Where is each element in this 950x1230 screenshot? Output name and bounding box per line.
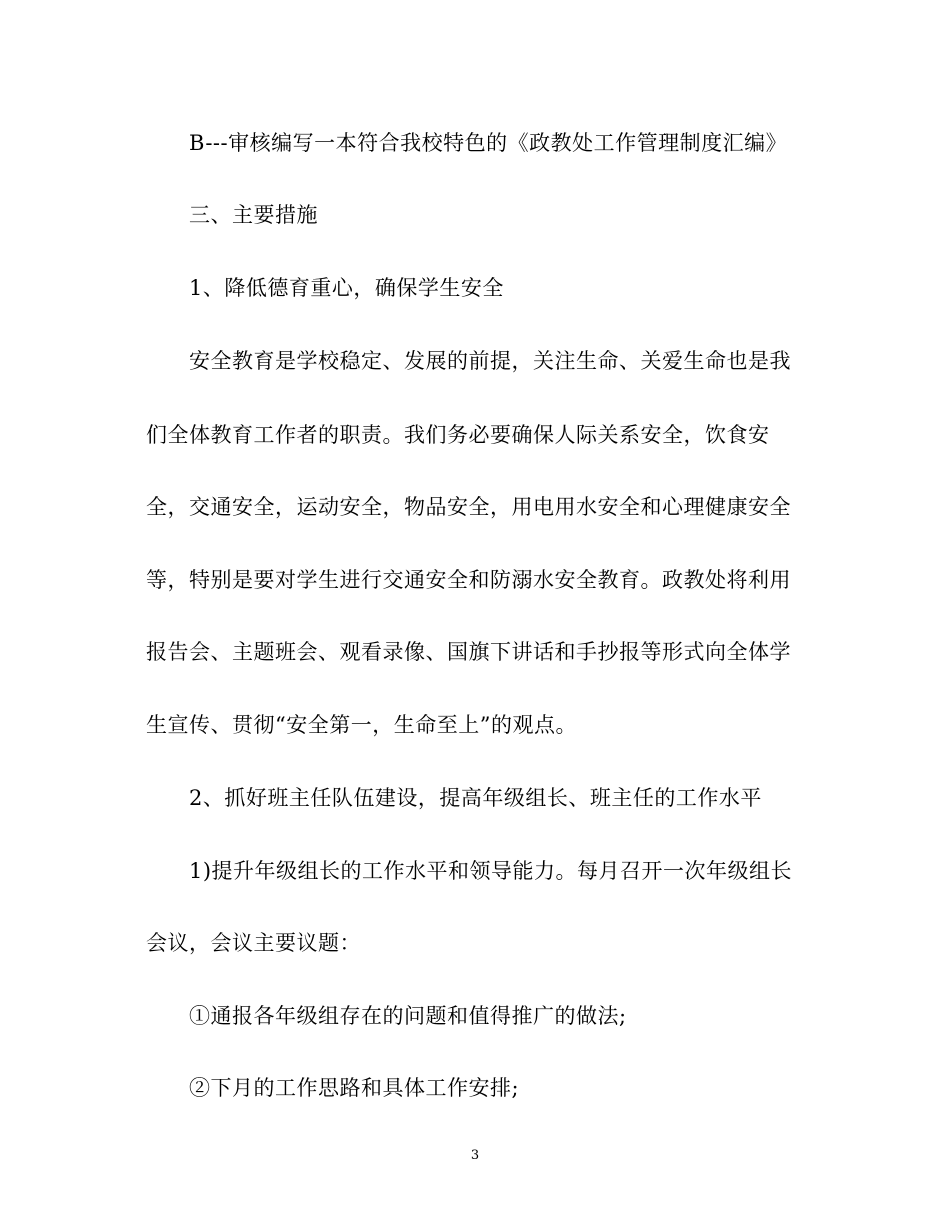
paragraph-line: 安全教育是学校稳定、发展的前提，关注生命、关爱生命也是我 bbox=[189, 349, 791, 373]
list-item: ②下月的工作思路和具体工作安排; bbox=[189, 1076, 520, 1100]
section-heading: 三、主要措施 bbox=[189, 203, 318, 227]
paragraph-line: 们全体教育工作者的职责。我们务必要确保人际关系安全，饮食安 bbox=[146, 423, 770, 447]
paragraph-line: 生宣传、贯彻“安全第一，生命至上”的观点。 bbox=[146, 713, 577, 737]
paragraph-line: 报告会、主题班会、观看录像、国旗下讲话和手抄报等形式向全体学 bbox=[146, 640, 791, 664]
subsection-heading: 1、降低德育重心，确保学生安全 bbox=[189, 276, 504, 300]
paragraph-line: 全，交通安全，运动安全，物品安全，用电用水安全和心理健康安全 bbox=[146, 495, 791, 519]
paragraph-line: 等，特别是要对学生进行交通安全和防溺水安全教育。政教处将利用 bbox=[146, 568, 791, 592]
paragraph-line: 会议，会议主要议题： bbox=[146, 931, 361, 955]
list-item: ①通报各年级组存在的问题和值得推广的做法; bbox=[189, 1004, 627, 1028]
paragraph-line: 1)提升年级组长的工作水平和领导能力。每月召开一次年级组长 bbox=[189, 859, 793, 883]
page-number: 3 bbox=[470, 1148, 480, 1163]
text-line: B---审核编写一本符合我校特色的《政教处工作管理制度汇编》 bbox=[189, 131, 788, 155]
subsection-heading: 2、抓好班主任队伍建设，提高年级组长、班主任的工作水平 bbox=[189, 786, 762, 810]
